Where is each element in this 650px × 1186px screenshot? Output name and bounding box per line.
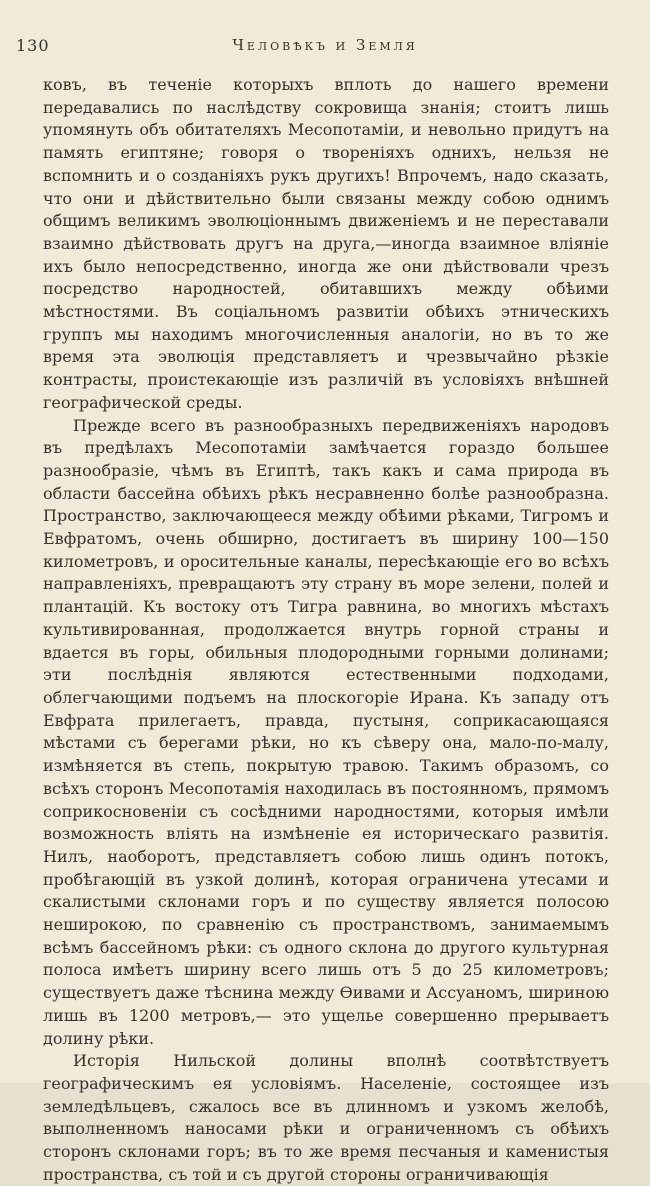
header-title: Человѣкъ и Земля <box>232 36 418 54</box>
paragraph: Прежде всего въ разнообразныхъ передвиженіяхъ народовъ въ предѣлахъ Месопотаміи замѣчается гораздо большее разнообразіе, чѣмъ въ Египтѣ, такъ какъ и сама природа въ области бассейна обѣихъ рѣкъ несравненно болѣе разнообразна. Пространство, заключающееся между обѣими рѣками, Тигромъ и Евфратомъ, очень обширно, достигаетъ въ ширину 100—150 километровъ, и оросительные каналы, пересѣкающіе его во всѣхъ направленіяхъ, превращаютъ эту страну въ море зелени, полей и плантацій. Къ востоку отъ Тигра равнина, во многихъ мѣстахъ культивированная, продолжается внутрь горной страны и вдается въ горы, обильныя плодородными горными долинами; эти послѣднія являются естественными подходами, облегчающими подъемъ на плоскогоріе Ирана. Къ западу отъ Евфрата прилегаетъ, правда, пустыня, соприкасающаяся мѣстами съ берегами рѣки, но къ сѣверу она, мало-по-малу, измѣняется въ степь, покрытую травою. Такимъ образомъ, со всѣхъ сторонъ Месопотамія находилась въ постоянномъ, прямомъ соприкосновеніи съ сосѣдними народностями, которыя имѣли возможность вліять на измѣненіе ея историческаго развитія. Нилъ, наоборотъ, представляетъ собою лишь одинъ потокъ, пробѣгающій въ узкой долинѣ, которая ограничена утесами и скалистыми склонами горъ и по существу является полосою неширокою, по сравненію съ пространствомъ, занимаемымъ всѣмъ бассейномъ рѣки: съ одного склона до другого культурная полоса имѣетъ ширину всего лишь отъ 5 до 25 километровъ; существуетъ даже тѣснина между Ѳивами и Ассуаномъ, шириною лишь въ 1200 метровъ,— это ущелье совершенно прерываетъ долину рѣки. <box>43 415 609 1048</box>
running-header <box>0 36 650 58</box>
paragraph: Исторія Нильской долины вполнѣ соотвѣтствуетъ географическимъ ея условіямъ. Населеніе, состоящее изъ земледѣльцевъ, сжалось все въ длинномъ и узкомъ желобѣ, выполненномъ наносами рѣки и ограниченномъ съ обѣихъ сторонъ склонами горъ; въ то же время песчаныя и каменистыя пространства, съ той и съ другой стороны ограничивающія <box>43 1051 609 1184</box>
text-body <box>43 74 609 1186</box>
page-number: 130 <box>16 36 50 55</box>
paragraph: ковъ, въ теченіе которыхъ вплоть до нашего времени передавались по наслѣдству сокровища знанія; стоитъ лишь упомянуть объ обитателяхъ Месопотаміи, и невольно придутъ на память египтяне; говоря о твореніяхъ однихъ, нельзя не вспомнить и о созданіяхъ рукъ другихъ! Впрочемъ, надо сказать, что они и дѣйствительно были связаны между собою однимъ общимъ великимъ эволюціоннымъ движеніемъ и не переставали взаимно дѣйствовать другъ на друга,—иногда взаимное вліяніе ихъ было непосредственно, иногда же они дѣйствовали чрезъ посредство народностей, обитавшихъ между обѣими мѣстностями. Въ соціальномъ развитіи обѣихъ этническихъ группъ мы находимъ многочисленныя аналогіи, но въ то же время эта эволюція представляетъ и чрезвычайно рѣзкіе контрасты, проистекающіе изъ различій въ условіяхъ внѣшней географической среды. <box>43 75 609 412</box>
